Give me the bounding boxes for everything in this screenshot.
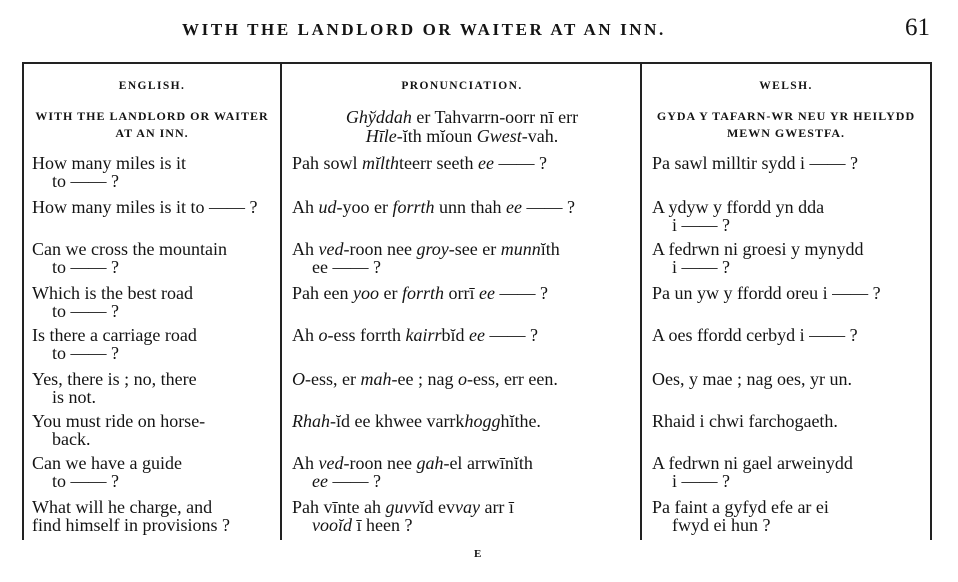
column-rule-left [22,62,24,540]
english-row-1: How many miles is it to —— ? [32,153,186,191]
welsh-row-2: A ydyw y ffordd yn dda i —— ? [652,197,825,235]
welsh-column-header: WELSH. [759,80,813,92]
pronunciation-row-6: O-ess, er mah-ee ; nag o-ess, err een. [292,369,558,389]
pronunciation-row-3: Ah ved-roon nee groy-see er munnĭth ee —— ? [292,239,560,277]
welsh-row-6: Oes, y mae ; nag oes, yr un. [652,369,852,389]
pronunciation-row-1: Pah sowl mĭlthteerr seeth ee —— ? [292,153,547,173]
english-section-heading: WITH THE LANDLORD OR WAITER AT AN INN. [35,109,269,140]
running-title: WITH THE LANDLORD OR WAITER AT AN INN. [182,20,666,39]
welsh-row-7: Rhaid i chwi farchogaeth. [652,411,838,431]
welsh-row-9: Pa faint a gyfyd efe ar ei fwyd ei hun ? [652,497,829,535]
welsh-section-heading: GYDA Y TAFARN-WR NEU YR HEILYDD MEWN GWESTFA. [656,109,916,140]
pronunciation-column [292,62,632,540]
welsh-row-4: Pa un yw y ffordd oreu i —— ? [652,283,881,303]
english-row-3: Can we cross the mountain to —— ? [32,239,227,277]
page-number: 61 [905,14,930,41]
pronunciation-section-heading: Ghўddah er Tahvarrn-oorr nī err Hīle-ĭth mĭoun Gwest-vah. [345,107,579,146]
welsh-row-8: A fedrwn ni gael arweinydd i —— ? [652,453,853,491]
english-column [32,62,272,540]
welsh-row-1: Pa sawl milltir sydd i —— ? [652,153,858,173]
pronunciation-row-8: Ah ved-roon nee gah-el arrwīnĭth ee —— ? [292,453,533,491]
welsh-row-5: A oes ffordd cerbyd i —— ? [652,325,858,345]
english-row-2: How many miles is it to —— ? [32,197,258,217]
column-rule-1 [280,62,282,540]
pronunciation-row-4: Pah een yoo er forrth orrī ee —— ? [292,283,548,303]
pronunciation-row-5: Ah o-ess forrth kairrbĭd ee —— ? [292,325,538,345]
english-row-8: Can we have a guide to —— ? [32,453,182,491]
column-rule-right [930,62,932,540]
english-column-header: ENGLISH. [118,80,186,92]
pronunciation-row-7: Rhah-ĭd ee khwee varrkhogghĭthe. [292,411,541,431]
phrase-table [22,62,932,542]
english-row-6: Yes, there is ; no, there is not. [32,369,197,407]
signature-mark: E [474,548,482,560]
welsh-row-3: A fedrwn ni groesi y mynydd i —— ? [652,239,864,277]
english-row-7: You must ride on horse- back. [32,411,206,449]
running-head [0,10,958,50]
pronunciation-column-header: PRONUNCIATION. [401,80,523,92]
pronunciation-row-2: Ah ud-yoo er forrth unn thah ee —— ? [292,197,575,217]
english-row-4: Which is the best road to —— ? [32,283,193,321]
pronunciation-row-9: Pah vīnte ah guvvĭd evvay arr ī vooĭd ī heen ? [292,497,514,535]
column-rule-2 [640,62,642,540]
english-row-9: What will he charge, and find himself in provisions ? [32,497,230,535]
welsh-column [652,62,920,540]
english-row-5: Is there a carriage road to —— ? [32,325,197,363]
